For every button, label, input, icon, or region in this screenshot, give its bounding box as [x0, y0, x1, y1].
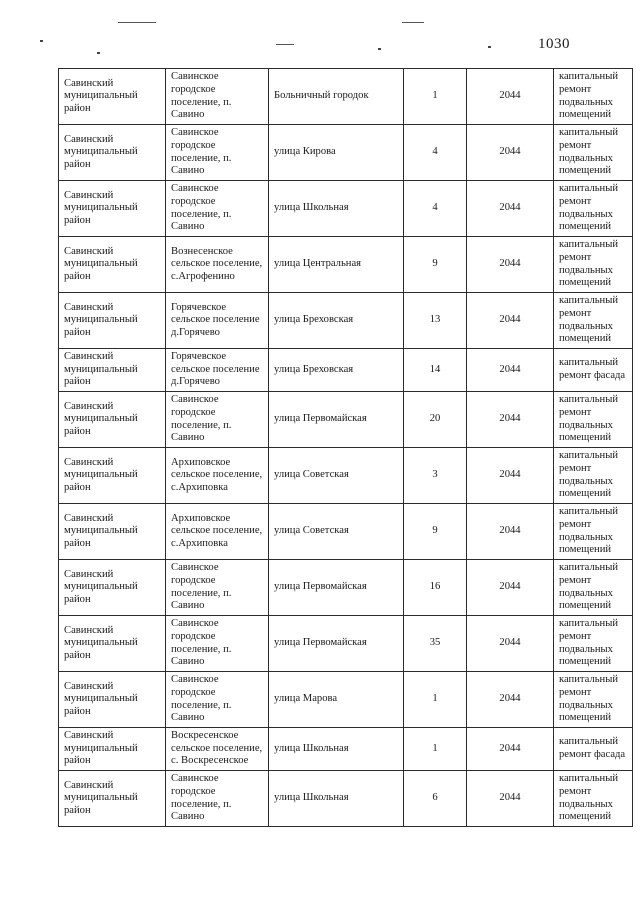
house-number-cell: 9 — [404, 504, 467, 560]
district-cell: Савинский муниципальный район — [59, 448, 166, 504]
year-cell: 2044 — [467, 293, 554, 349]
settlement-cell: Архиповское сельское поселение, с.Архиповка — [166, 448, 269, 504]
district-cell: Савинский муниципальный район — [59, 728, 166, 771]
house-number-cell: 3 — [404, 448, 467, 504]
district-cell: Савинский муниципальный район — [59, 672, 166, 728]
district-cell: Савинский муниципальный район — [59, 293, 166, 349]
year-cell: 2044 — [467, 349, 554, 392]
scan-artifact-line — [402, 22, 424, 23]
year-cell: 2044 — [467, 560, 554, 616]
district-cell: Савинский муниципальный район — [59, 181, 166, 237]
scan-artifact-line — [118, 22, 156, 23]
settlement-cell: Савинское городское поселение, п. Савино — [166, 672, 269, 728]
house-number-cell: 6 — [404, 771, 467, 827]
house-number-cell: 9 — [404, 237, 467, 293]
year-cell: 2044 — [467, 69, 554, 125]
work-type-cell: капитальный ремонт подвальных помещений — [554, 771, 633, 827]
work-type-cell: капитальный ремонт подвальных помещений — [554, 672, 633, 728]
year-cell: 2044 — [467, 125, 554, 181]
work-type-cell: капитальный ремонт подвальных помещений — [554, 504, 633, 560]
work-type-cell: капитальный ремонт подвальных помещений — [554, 560, 633, 616]
street-cell: улица Первомайская — [269, 392, 404, 448]
work-type-cell: капитальный ремонт подвальных помещений — [554, 293, 633, 349]
year-cell: 2044 — [467, 728, 554, 771]
year-cell: 2044 — [467, 616, 554, 672]
work-type-cell: капитальный ремонт подвальных помещений — [554, 392, 633, 448]
street-cell: улица Марова — [269, 672, 404, 728]
table-row — [59, 728, 633, 771]
settlement-cell: Горячевское сельское поселение д.Горячево — [166, 349, 269, 392]
street-cell: улица Центральная — [269, 237, 404, 293]
settlement-cell: Савинское городское поселение, п. Савино — [166, 69, 269, 125]
year-cell: 2044 — [467, 672, 554, 728]
scan-artifact-dot — [488, 46, 491, 48]
street-cell: Больничный городок — [269, 69, 404, 125]
table-row — [59, 181, 633, 237]
street-cell: улица Школьная — [269, 181, 404, 237]
settlement-cell: Горячевское сельское поселение д.Горячево — [166, 293, 269, 349]
work-type-cell: капитальный ремонт подвальных помещений — [554, 448, 633, 504]
page-number: 1030 — [538, 36, 570, 52]
scan-artifact-line — [276, 44, 294, 45]
settlement-cell: Савинское городское поселение, п. Савино — [166, 392, 269, 448]
settlement-cell: Архиповское сельское поселение, с.Архиповка — [166, 504, 269, 560]
table-row — [59, 504, 633, 560]
house-number-cell: 1 — [404, 728, 467, 771]
house-number-cell: 1 — [404, 69, 467, 125]
street-cell: улица Кирова — [269, 125, 404, 181]
settlement-cell: Савинское городское поселение, п. Савино — [166, 616, 269, 672]
table-row — [59, 771, 633, 827]
settlement-cell: Савинское городское поселение, п. Савино — [166, 125, 269, 181]
settlement-cell: Воскресенское сельское поселение, с. Воскресенское — [166, 728, 269, 771]
street-cell: улица Школьная — [269, 728, 404, 771]
settlement-cell: Савинское городское поселение, п. Савино — [166, 560, 269, 616]
work-type-cell: капитальный ремонт подвальных помещений — [554, 69, 633, 125]
house-number-cell: 14 — [404, 349, 467, 392]
street-cell: улица Первомайская — [269, 616, 404, 672]
house-number-cell: 4 — [404, 125, 467, 181]
scan-artifact-dot — [40, 40, 43, 42]
work-type-cell: капитальный ремонт подвальных помещений — [554, 125, 633, 181]
street-cell: улица Бреховская — [269, 349, 404, 392]
scan-artifact-dot — [97, 52, 100, 54]
housing-repair-table — [58, 68, 633, 827]
settlement-cell: Савинское городское поселение, п. Савино — [166, 181, 269, 237]
house-number-cell: 35 — [404, 616, 467, 672]
table-row — [59, 616, 633, 672]
district-cell: Савинский муниципальный район — [59, 125, 166, 181]
work-type-cell: капитальный ремонт подвальных помещений — [554, 616, 633, 672]
district-cell: Савинский муниципальный район — [59, 69, 166, 125]
house-number-cell: 20 — [404, 392, 467, 448]
table-row — [59, 125, 633, 181]
year-cell: 2044 — [467, 448, 554, 504]
table-row — [59, 349, 633, 392]
year-cell: 2044 — [467, 237, 554, 293]
settlement-cell: Вознесенское сельское поселение, с.Агрофенино — [166, 237, 269, 293]
work-type-cell: капитальный ремонт подвальных помещений — [554, 237, 633, 293]
district-cell: Савинский муниципальный район — [59, 237, 166, 293]
street-cell: улица Советская — [269, 504, 404, 560]
table-row — [59, 672, 633, 728]
work-type-cell: капитальный ремонт фасада — [554, 349, 633, 392]
year-cell: 2044 — [467, 392, 554, 448]
scan-artifact-dot — [378, 48, 381, 50]
table-row — [59, 560, 633, 616]
year-cell: 2044 — [467, 181, 554, 237]
district-cell: Савинский муниципальный район — [59, 771, 166, 827]
street-cell: улица Бреховская — [269, 293, 404, 349]
table-row — [59, 293, 633, 349]
house-number-cell: 1 — [404, 672, 467, 728]
district-cell: Савинский муниципальный район — [59, 392, 166, 448]
table-row — [59, 237, 633, 293]
work-type-cell: капитальный ремонт подвальных помещений — [554, 181, 633, 237]
street-cell: улица Первомайская — [269, 560, 404, 616]
work-type-cell: капитальный ремонт фасада — [554, 728, 633, 771]
district-cell: Савинский муниципальный район — [59, 349, 166, 392]
year-cell: 2044 — [467, 504, 554, 560]
street-cell: улица Советская — [269, 448, 404, 504]
table-row — [59, 392, 633, 448]
house-number-cell: 13 — [404, 293, 467, 349]
year-cell: 2044 — [467, 771, 554, 827]
district-cell: Савинский муниципальный район — [59, 560, 166, 616]
table-row — [59, 448, 633, 504]
settlement-cell: Савинское городское поселение, п. Савино — [166, 771, 269, 827]
district-cell: Савинский муниципальный район — [59, 504, 166, 560]
street-cell: улица Школьная — [269, 771, 404, 827]
district-cell: Савинский муниципальный район — [59, 616, 166, 672]
house-number-cell: 16 — [404, 560, 467, 616]
table-row — [59, 69, 633, 125]
house-number-cell: 4 — [404, 181, 467, 237]
